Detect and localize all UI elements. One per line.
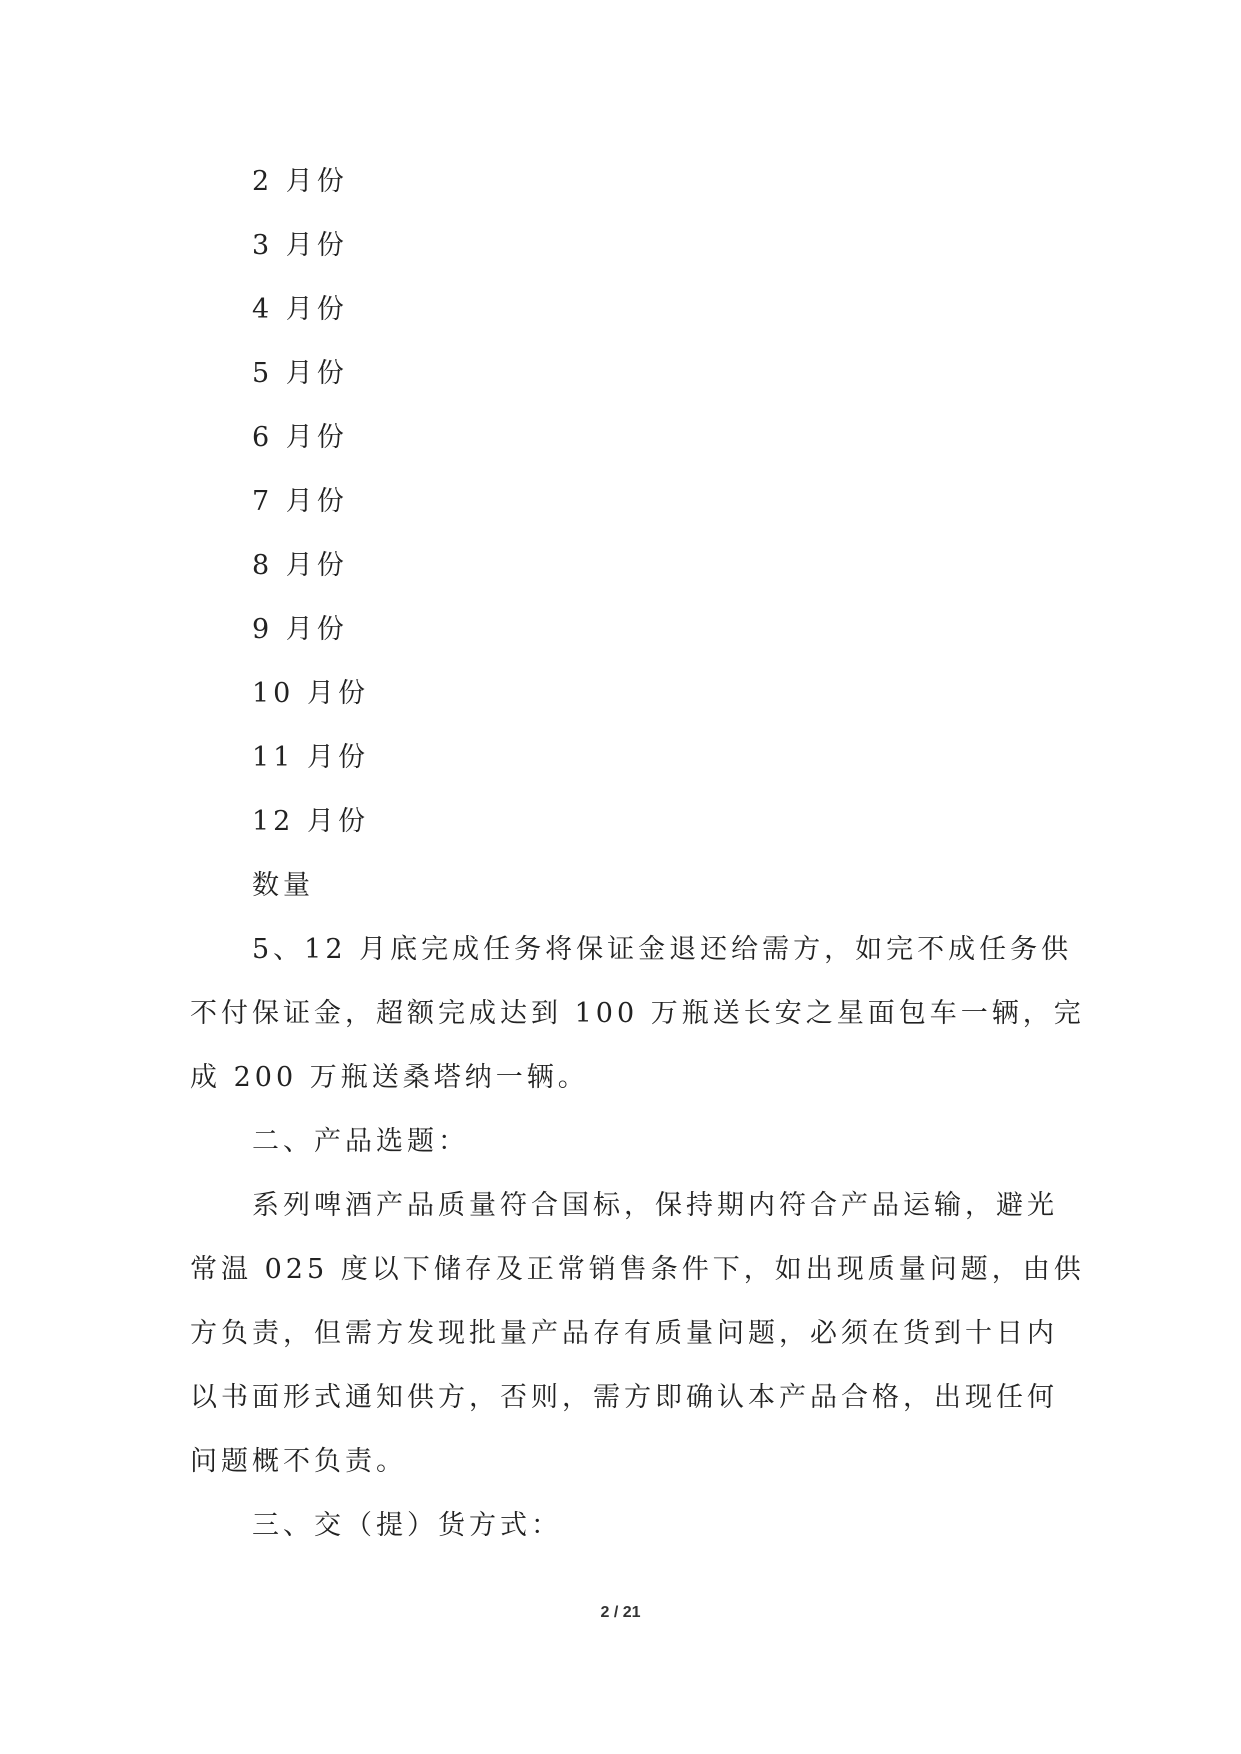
clause-5-line-3: 成 200 万瓶送桑塔纳一辆。 — [190, 1062, 589, 1093]
section-2-body — [190, 1174, 1085, 1494]
month-item-3: 3 月份 — [252, 230, 348, 261]
month-item-11: 11 月份 — [252, 742, 369, 773]
month-item-6: 6 月份 — [252, 422, 348, 453]
month-item-10: 10 月份 — [252, 678, 369, 709]
month-item-12: 12 月份 — [252, 806, 369, 837]
page-content — [190, 150, 1085, 1558]
month-item-4: 4 月份 — [252, 294, 348, 325]
quantity-label: 数量 — [252, 870, 314, 901]
page-number: 2 / 21 — [600, 1604, 641, 1621]
month-item-9: 9 月份 — [252, 614, 348, 645]
month-item-8: 8 月份 — [252, 550, 348, 581]
clause-5 — [190, 918, 1085, 1110]
clause-5-line-1: 5、12 月底完成任务将保证金退还给需方，如完不成任务供 — [252, 934, 1073, 965]
section-2-line-5: 问题概不负责。 — [190, 1446, 407, 1477]
month-item-2: 2 月份 — [252, 166, 348, 197]
clause-5-line-2: 不付保证金，超额完成达到 100 万瓶送长安之星面包车一辆，完 — [190, 998, 1085, 1029]
month-item-7: 7 月份 — [252, 486, 348, 517]
section-3-heading: 三、交（提）货方式： — [252, 1510, 562, 1541]
section-2-line-3: 方负责，但需方发现批量产品存有质量问题，必须在货到十日内 — [190, 1318, 1058, 1349]
section-2-line-2: 常温 025 度以下储存及正常销售条件下，如出现质量问题，由供 — [190, 1254, 1085, 1285]
section-2-line-4: 以书面形式通知供方，否则，需方即确认本产品合格，出现任何 — [190, 1382, 1058, 1413]
month-item-5: 5 月份 — [252, 358, 348, 389]
section-2-heading: 二、产品选题： — [252, 1126, 469, 1157]
section-2-line-1: 系列啤酒产品质量符合国标，保持期内符合产品运输，避光 — [252, 1190, 1058, 1221]
